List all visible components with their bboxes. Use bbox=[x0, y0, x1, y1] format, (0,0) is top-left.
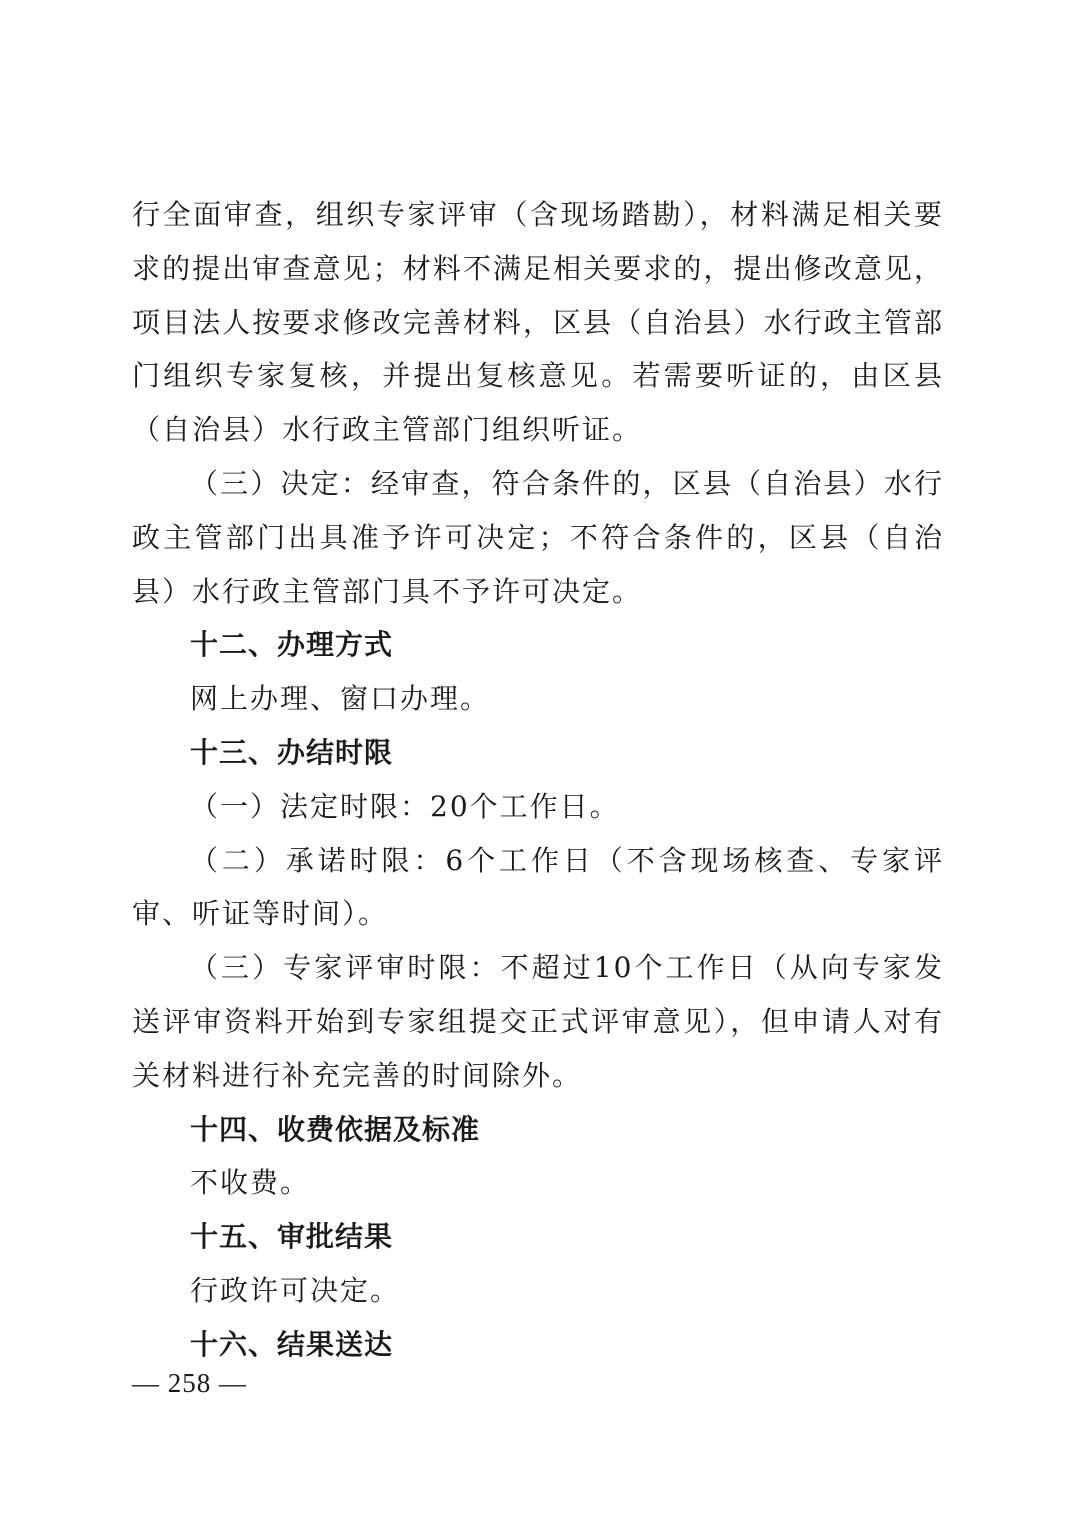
section-heading-result-delivery: 十六、结果送达 bbox=[190, 1327, 394, 1361]
section-heading-approval-result: 十五、审批结果 bbox=[190, 1220, 394, 1254]
paragraph-fees: 不收费。 bbox=[190, 1166, 311, 1200]
paragraph-statutory-limit: （一）法定时限：20个工作日。 bbox=[190, 789, 620, 823]
paragraph-promised-limit: （二）承诺时限：6个工作日（不含现场核查、专家评审、听证等时间）。 bbox=[132, 843, 944, 931]
paragraph-review-process: 行全面审查，组织专家评审（含现场踏勘），材料满足相关要求的提出审查意见；材料不满足相关要求的，提出修改意见，项目法人按要求修改完善材料，区县（自治县）水行政主管部门组织专家复核，并提出复核意见。若需要听证的，由区县（自治县）水行政主管部门组织听证。 bbox=[132, 198, 944, 447]
paragraph-expert-review-limit: （三）专家评审时限：不超过10个工作日（从向专家发送评审资料开始到专家组提交正式评审意见），但申请人对有关材料进行补充完善的时间除外。 bbox=[132, 951, 944, 1092]
page-number: — 258 — bbox=[132, 1368, 247, 1398]
document-body bbox=[132, 188, 944, 1372]
paragraph-handling-method: 网上办理、窗口办理。 bbox=[190, 682, 491, 716]
section-heading-fees: 十四、收费依据及标准 bbox=[190, 1112, 481, 1146]
paragraph-approval-result: 行政许可决定。 bbox=[190, 1273, 401, 1307]
section-heading-time-limit: 十三、办结时限 bbox=[190, 735, 394, 769]
section-heading-handling-method: 十二、办理方式 bbox=[190, 628, 394, 662]
paragraph-decision: （三）决定：经审查，符合条件的，区县（自治县）水行政主管部门出具准予许可决定；不符合条件的，区县（自治县）水行政主管部门具不予许可决定。 bbox=[132, 466, 944, 608]
